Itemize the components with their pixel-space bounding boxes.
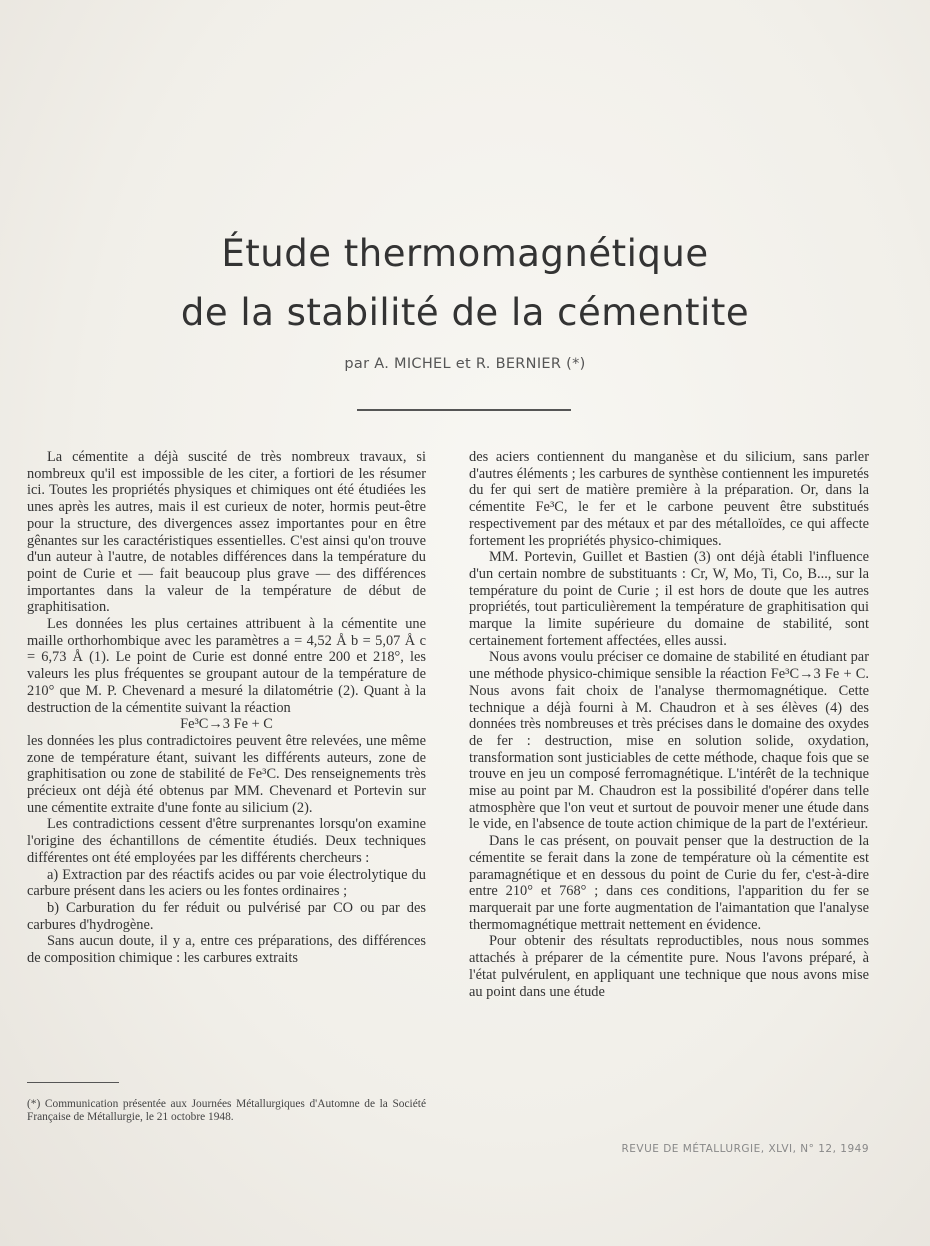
paragraph: Pour obtenir des résultats reproductibles, nous nous sommes attachés à préparer de la cémentite pure. Nous l'avons préparé, à l'état pulvérulent, en appliquant une technique que nous avons mise au point dans une étude <box>469 933 869 1000</box>
paragraph: Dans le cas présent, on pouvait penser que la destruction de la cémentite se ferait dans la zone de température où la cémentite est paramagnétique et en dessous du point de Curie du fer, c'est-à-dire entre 210° et 768° ; dans ces conditions, l'apparition du fer se marquerait par une forte augmentation de l'aimantation que l'analyse thermomagnétique mettrait nettement en évidence. <box>469 833 869 933</box>
paragraph: Les contradictions cessent d'être surprenantes lorsqu'on examine l'origine des échantillons de cémentite étudiés. Deux techniques différentes ont été employées par les différents chercheurs : <box>27 816 426 866</box>
authors: par A. MICHEL et R. BERNIER (*) <box>344 356 586 372</box>
title-divider <box>357 409 571 411</box>
list-item: a) Extraction par des réactifs acides ou par voie électrolytique du carbure présent dans les aciers ou les fontes ordinaires ; <box>27 866 426 900</box>
paragraph: MM. Portevin, Guillet et Bastien (3) ont déjà établi l'influence d'un certain nombre de substituants : Cr, W, Mo, Ti, Co, B..., sur la température du point de Curie ; il est hors de doute que les autres propriétés, tout particulièrement la température de graphitisation qui marque la limite supérieure du domaine de stabilité, sont certainement fortement affectées, elles aussi. <box>469 549 869 649</box>
footnote: (*) Communication présentée aux Journées Métallurgiques d'Automne de la Société Française de Métallurgie, le 21 octobre 1948. <box>27 1098 426 1123</box>
paragraph: des aciers contiennent du manganèse et du silicium, sans parler d'autres éléments ; les carbures de synthèse contiennent les impuretés du fer qui sert de matière première à la préparation. Or, dans la cémentite Fe³C, le fer et le carbone peuvent être substitués respectivement par des métaux et par des métalloïdes, ce qui affecte fortement les propriétés physico-chimiques. <box>469 449 869 549</box>
list-item: b) Carburation du fer réduit ou pulvérisé par CO ou par des carbures d'hydrogène. <box>27 899 426 933</box>
paragraph: Les données les plus certaines attribuent à la cémentite une maille orthorhombique avec les paramètres a = 4,52 Å b = 5,07 Å c = 6,73 Å (1). Le point de Curie est donné entre 200 et 218°, les valeurs les plus fréquentes se groupant autour de la température de 210° que M. P. Chevenard a mesuré la dilatométrie (2). Quant à la destruction de la cémentite suivant la réaction <box>27 616 426 716</box>
paragraph: les données les plus contradictoires peuvent être relevées, une même zone de température étant, suivant les différents auteurs, zone de graphitisation ou zone de stabilité de Fe³C. Des renseignements très précieux ont déjà été obtenus par MM. Chevenard et Portevin sur une cémentite extraite d'une fonte au silicium (2). <box>27 732 426 816</box>
right-column <box>469 449 869 1000</box>
paragraph: Sans aucun doute, il y a, entre ces préparations, des différences de composition chimique : les carbures extraits <box>27 933 426 967</box>
paragraph: Nous avons voulu préciser ce domaine de stabilité en étudiant par une méthode physico-chimique sensible la réaction Fe³C→3 Fe + C. Nous avons fait choix de l'analyse thermomagnétique. Cette technique a déjà fourni à M. Chaudron et à ses élèves (4) des données très nombreuses et très précises dans le domaine des oxydes de fer : destruction, mise en solution solide, oxydation, transformation sont justiciables de cette méthode, chaque fois que se trouve en jeu un composé ferromagnétique. L'intérêt de la technique mise au point par M. Chaudron est la possibilité d'opérer dans telle atmosphère que l'on veut et surtout de pouvoir mener une étude dans le vide, en l'absence de toute action chimique de la part de l'extérieur. <box>469 649 869 833</box>
left-column <box>27 449 426 967</box>
footnote-divider <box>27 1082 119 1083</box>
title-line-1: Étude thermomagnétique <box>221 232 709 275</box>
reaction-equation: Fe³C→3 Fe + C <box>180 716 273 733</box>
paragraph: La cémentite a déjà suscité de très nombreux travaux, si nombreux qu'il est impossible de les citer, a fortiori de les résumer ici. Toutes les propriétés physiques et chimiques ont été étudiées les unes après les autres, mais il est curieux de noter, hormis peut-être pour la structure, des divergences assez importantes pour en être gênantes sur les caractéristiques essentielles. C'est ainsi qu'on trouve d'un auteur à l'autre, de notables différences dans la température du point de Curie et — fait beaucoup plus grave — des différences importantes dans la valeur de la température de début de graphitisation. <box>27 449 426 616</box>
title-line-2: de la stabilité de la cémentite <box>180 291 750 334</box>
journal-reference: REVUE DE MÉTALLURGIE, XLVI, N° 12, 1949 <box>621 1143 869 1155</box>
